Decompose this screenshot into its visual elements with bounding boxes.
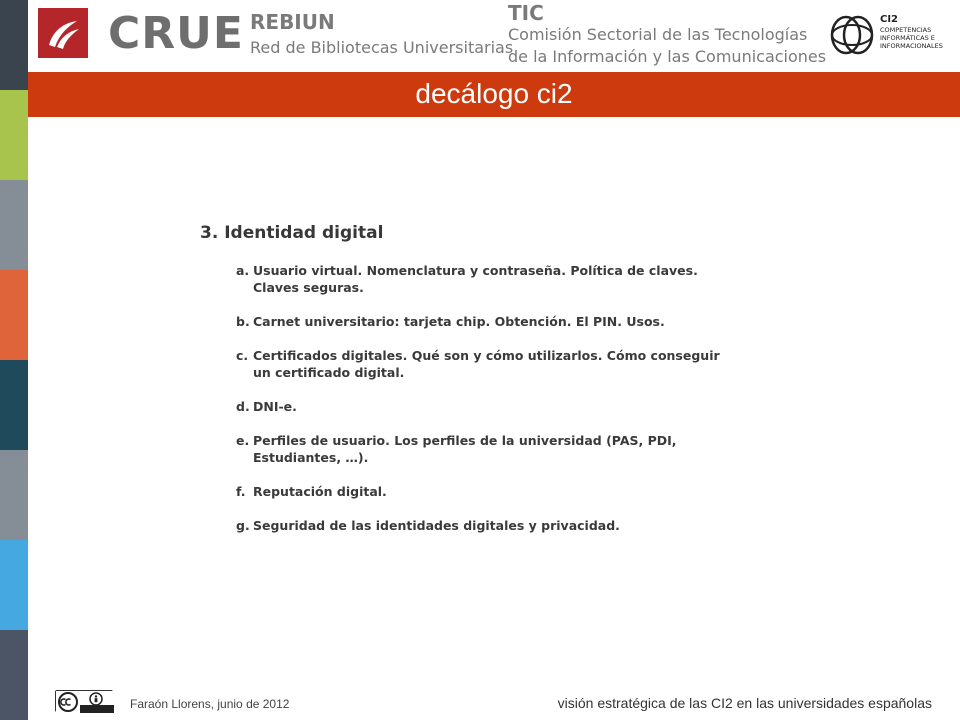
crue-wordmark: CRUE xyxy=(108,8,244,59)
strip-segment xyxy=(0,0,28,90)
tic-line-1: Comisión Sectorial de las Tecnologías xyxy=(508,25,808,44)
item-text: Reputación digital. xyxy=(253,484,387,499)
item-text: Usuario virtual. Nomenclatura y contraseña. Política de claves. Claves seguras. xyxy=(253,263,698,295)
strip-segment xyxy=(0,540,28,630)
item-letter: d. xyxy=(236,399,250,414)
item-letter: c. xyxy=(236,348,249,363)
item-text: Carnet universitario: tarjeta chip. Obtención. El PIN. Usos. xyxy=(253,314,665,329)
item-letter: e. xyxy=(236,433,250,448)
slide-title: decálogo ci2 xyxy=(415,78,573,109)
ci2-title: CI2 xyxy=(880,14,899,25)
document-excerpt xyxy=(200,222,740,551)
item-text: Seguridad de las identidades digitales y privacidad. xyxy=(253,518,620,533)
tic-logo xyxy=(508,2,826,68)
strip-segment xyxy=(0,270,28,360)
item-list xyxy=(200,262,740,534)
list-item xyxy=(200,347,740,381)
rebiun-subtitle: Red de Bibliotecas Universitarias xyxy=(250,38,514,57)
header xyxy=(28,0,960,72)
ci2-subtitle xyxy=(880,26,960,50)
strip-segment xyxy=(0,360,28,450)
tic-title: TIC xyxy=(508,1,544,25)
strip-segment xyxy=(0,450,28,540)
list-item xyxy=(200,398,740,415)
ci2-knot-icon xyxy=(828,12,876,58)
footer-author: Faraón Llorens, junio de 2012 xyxy=(130,697,290,711)
list-item xyxy=(200,262,740,296)
strip-segment xyxy=(0,630,28,720)
ci2-subtitle-line: COMPETENCIAS xyxy=(880,26,932,34)
strip-segment xyxy=(0,90,28,180)
rebiun-title: REBIUN xyxy=(250,10,335,34)
slide-title-bar xyxy=(28,72,960,117)
ci2-subtitle-line: INFORMACIONALES xyxy=(880,42,943,50)
item-text: DNI-e. xyxy=(253,399,297,414)
footer-presentation-title: visión estratégica de las CI2 en las universidades españolas xyxy=(557,695,932,711)
item-letter: g. xyxy=(236,518,250,533)
list-item xyxy=(200,483,740,500)
left-color-strip xyxy=(0,0,28,720)
section-heading: 3. Identidad digital xyxy=(200,223,384,243)
item-text: Perfiles de usuario. Los perfiles de la universidad (PAS, PDI, Estudiantes, …). xyxy=(253,433,677,465)
list-item xyxy=(200,517,740,534)
rebiun-logo xyxy=(250,10,513,58)
list-item xyxy=(200,432,740,466)
item-text: Certificados digitales. Qué son y cómo utilizarlos. Cómo conseguir un certificado digital. xyxy=(253,348,720,380)
item-letter: a. xyxy=(236,263,250,278)
list-item xyxy=(200,313,740,330)
ci2-subtitle-line: INFORMÁTICAS E xyxy=(880,34,935,42)
strip-segment xyxy=(0,180,28,270)
item-letter: b. xyxy=(236,314,250,329)
item-letter: f. xyxy=(236,484,246,499)
crue-logo-icon xyxy=(38,8,88,58)
creative-commons-license-icon[interactable] xyxy=(55,690,113,712)
ci2-logo xyxy=(828,12,958,58)
tic-line-2: de la Información y las Comunicaciones xyxy=(508,47,827,66)
